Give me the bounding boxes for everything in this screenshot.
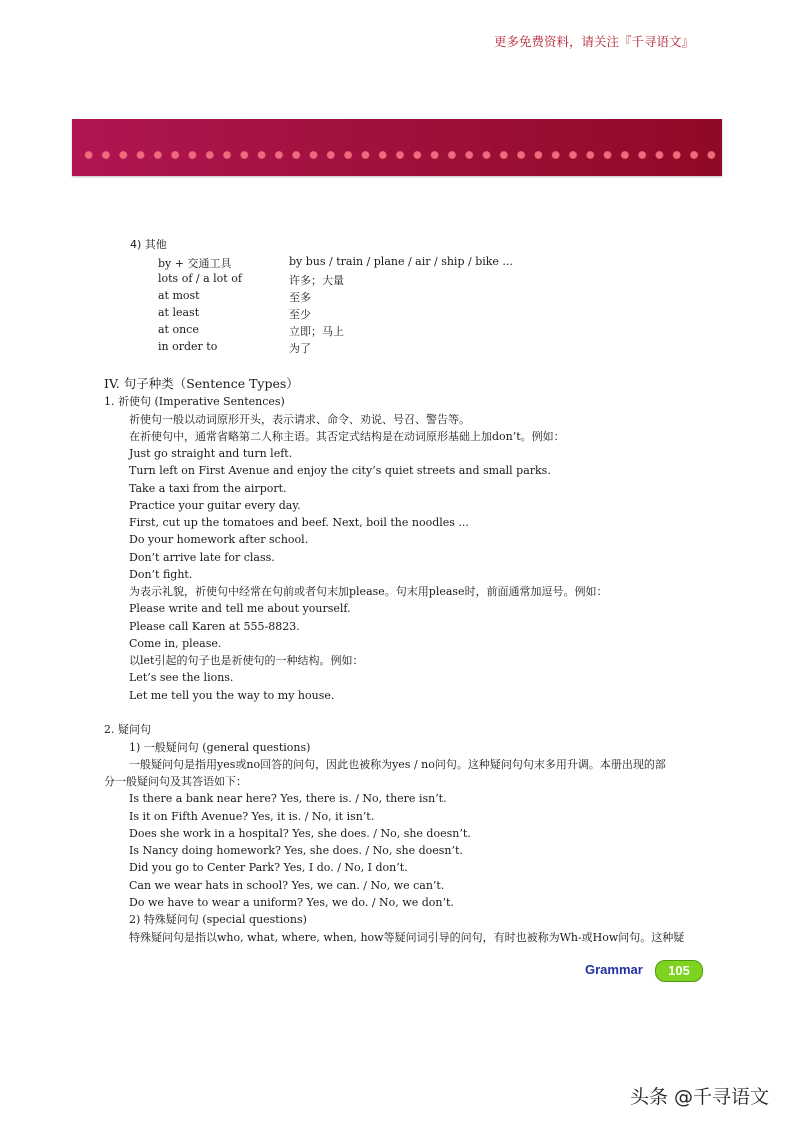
- example-sentence: Turn left on First Avenue and enjoy the city’s quiet streets and small parks.: [129, 464, 551, 477]
- body-line: 分一般疑问句及其答语如下：: [104, 775, 247, 788]
- phrase-meaning: 为了: [289, 342, 311, 355]
- special-questions-heading: 2) 特殊疑问句 (special questions): [129, 913, 307, 926]
- phrase-en: at most: [158, 289, 200, 302]
- chapter-banner: [72, 119, 722, 176]
- phrase-meaning: by bus / train / plane / air / ship / bike ...: [289, 255, 513, 268]
- body-line: 一般疑问句是指用yes或no回答的问句，因此也被称为yes / no问句。这种疑问句句末多用升调。本册出现的部: [129, 758, 666, 771]
- footer-section-label: Grammar: [585, 962, 643, 977]
- example-sentence: Do your homework after school.: [129, 533, 309, 546]
- phrase-en: lots of / a lot of: [158, 272, 242, 285]
- phrase-en: in order to: [158, 340, 218, 353]
- promo-header: 更多免费资料，请关注『千寻语文』: [493, 34, 694, 49]
- section-title: IV. 句子种类（Sentence Types）: [104, 376, 299, 391]
- example-sentence: Is it on Fifth Avenue? Yes, it is. / No, it isn’t.: [129, 810, 375, 823]
- example-sentence: Do we have to wear a uniform? Yes, we do. / No, we don’t.: [129, 896, 454, 909]
- watermark: 头条 @千寻语文: [630, 1086, 770, 1108]
- phrase-meaning: 至多: [289, 291, 311, 304]
- example-sentence: Does she work in a hospital? Yes, she does. / No, she doesn’t.: [129, 827, 471, 840]
- body-line: 在祈使句中，通常省略第二人称主语。其否定式结构是在动词原形基础上加don’t。例如：: [129, 430, 565, 443]
- page-number-badge: 105: [655, 960, 703, 982]
- example-sentence: Is Nancy doing homework? Yes, she does. / No, she doesn’t.: [129, 844, 463, 857]
- body-line: 以let引起的句子也是祈使句的一种结构。例如：: [129, 654, 364, 667]
- example-sentence: Let me tell you the way to my house.: [129, 689, 335, 702]
- body-line: 祈使句一般以动词原形开头，表示请求、命令、劝说、号召、警告等。: [129, 413, 470, 426]
- example-sentence: Is there a bank near here? Yes, there is. / No, there isn’t.: [129, 792, 447, 805]
- example-sentence: Don’t fight.: [129, 568, 193, 581]
- example-sentence: Don’t arrive late for class.: [129, 551, 275, 564]
- phrase-en: by + 交通工具: [158, 257, 232, 270]
- example-sentence: Can we wear hats in school? Yes, we can. / No, we can’t.: [129, 879, 445, 892]
- phrase-meaning: 立即；马上: [289, 325, 344, 338]
- phrase-meaning: 许多；大量: [289, 274, 344, 287]
- general-questions-heading: 1) 一般疑问句 (general questions): [129, 741, 311, 754]
- example-sentence: Please write and tell me about yourself.: [129, 602, 351, 615]
- phrase-en: at once: [158, 323, 199, 336]
- others-heading: 4) 其他: [130, 238, 167, 251]
- example-sentence: Just go straight and turn left.: [129, 447, 293, 460]
- questions-heading: 2. 疑问句: [104, 723, 151, 736]
- imperative-heading: 1. 祈使句 (Imperative Sentences): [104, 395, 285, 408]
- example-sentence: Let’s see the lions.: [129, 671, 234, 684]
- example-sentence: First, cut up the tomatoes and beef. Next, boil the noodles ...: [129, 516, 469, 529]
- phrase-meaning: 至少: [289, 308, 311, 321]
- banner-dot-row: [80, 150, 722, 160]
- phrase-en: at least: [158, 306, 200, 319]
- example-sentence: Practice your guitar every day.: [129, 499, 301, 512]
- example-sentence: Did you go to Center Park? Yes, I do. / No, I don’t.: [129, 861, 408, 874]
- example-sentence: Take a taxi from the airport.: [129, 482, 287, 495]
- body-line: 为表示礼貌，祈使句中经常在句前或者句末加please。句末用please时，前面通常加逗号。例如：: [129, 585, 608, 598]
- example-sentence: Come in, please.: [129, 637, 222, 650]
- example-sentence: Please call Karen at 555-8823.: [129, 620, 300, 633]
- body-line: 特殊疑问句是指以who, what, where, when, how等疑问词引导的问句，有时也被称为Wh-或How问句。这种疑: [129, 931, 685, 944]
